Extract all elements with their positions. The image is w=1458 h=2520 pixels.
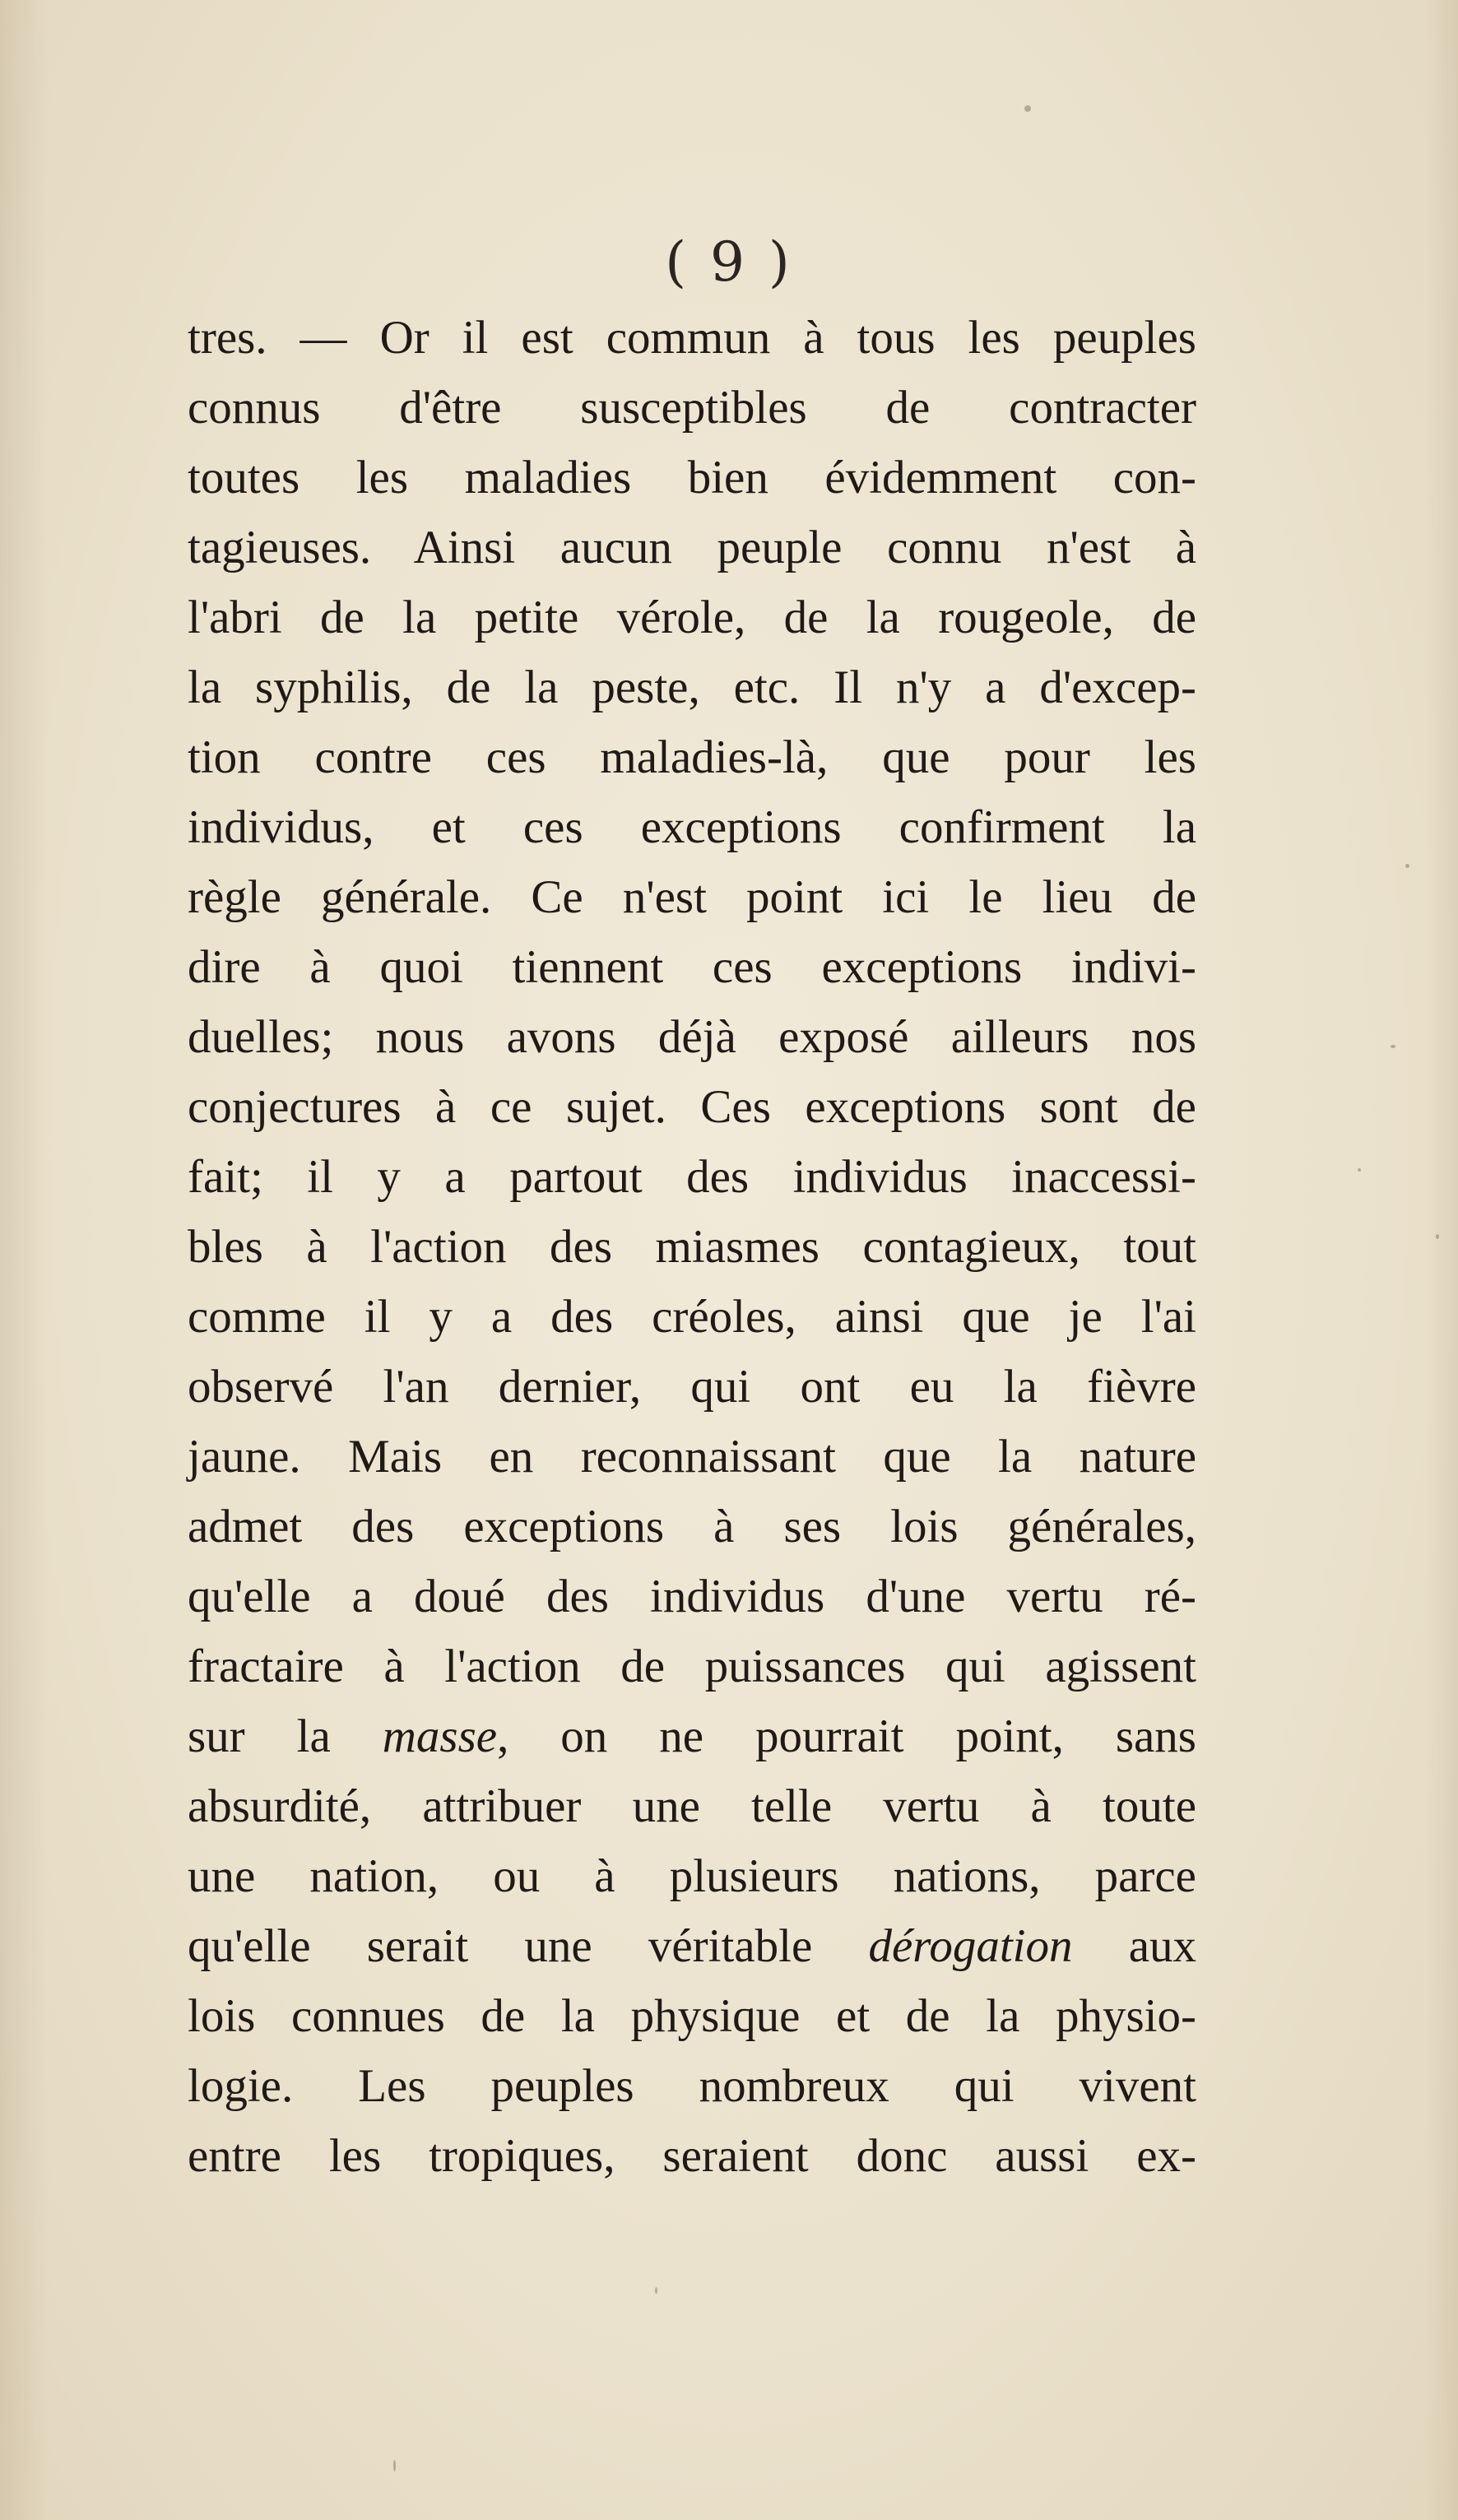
paper-speck <box>1024 105 1031 112</box>
text-line: tres. — Or il est commun à tous les peuples <box>188 312 1196 364</box>
italic-word: masse <box>382 1710 498 1762</box>
text-line <box>188 1701 1196 1771</box>
text-line: tagieuses. Ainsi aucun peuple connu n'est à <box>188 522 1196 573</box>
paper-speck <box>655 2287 657 2294</box>
text-line: observé l'an dernier, qui ont eu la fièvre <box>188 1361 1196 1413</box>
text-line: une nation, ou à plusieurs nations, parce <box>188 1850 1196 1902</box>
text-line: toutes les maladies bien évidemment con- <box>188 452 1196 504</box>
text-line: duelles; nous avons déjà exposé ailleurs nos <box>188 1011 1196 1063</box>
text-line: individus, et ces exceptions confirment la <box>188 801 1196 853</box>
body-text <box>188 303 1196 2191</box>
text-line: entre les tropiques, seraient donc aussi ex- <box>188 2130 1196 2182</box>
text-line: qu'elle a doué des individus d'une vertu ré- <box>188 1571 1196 1622</box>
text-line: jaune. Mais en reconnaissant que la nature <box>188 1431 1196 1483</box>
paper-speck <box>1391 1045 1395 1048</box>
text-line: fait; il y a partout des individus inaccessi- <box>188 1151 1196 1203</box>
paper-speck <box>1358 1168 1361 1172</box>
italic-word: dérogation <box>868 1920 1073 1972</box>
text-line: lois connues de la physique et de la physio- <box>188 1990 1196 2042</box>
text-line: absurdité, attribuer une telle vertu à toute <box>188 1780 1196 1832</box>
text-line: connus d'être susceptibles de contracter <box>188 382 1196 434</box>
text-line: l'abri de la petite vérole, de la rougeole, de <box>188 592 1196 643</box>
page-number: ( 9 ) <box>665 230 793 294</box>
paper-speck <box>1436 1234 1439 1239</box>
line-part: qu'elle serait une véritable <box>188 1920 869 1972</box>
page-edge-shadow <box>1425 0 1458 2520</box>
text-line: la syphilis, de la peste, etc. Il n'y a d'excep- <box>188 661 1196 713</box>
text-line: logie. Les peuples nombreux qui vivent <box>188 2060 1196 2112</box>
text-line: règle générale. Ce n'est point ici le lieu de <box>188 871 1196 923</box>
text-line: bles à l'action des miasmes contagieux, tout <box>188 1221 1196 1273</box>
text-line: conjectures à ce sujet. Ces exceptions sont de <box>188 1081 1196 1133</box>
text-line: dire à quoi tiennent ces exceptions indivi- <box>188 941 1196 993</box>
paper-speck <box>1405 864 1409 868</box>
line-part: sur la <box>188 1710 383 1762</box>
line-part: aux <box>1072 1920 1196 1972</box>
paper-speck <box>393 2460 396 2471</box>
text-line: admet des exceptions à ses lois générales, <box>188 1501 1196 1552</box>
text-line: tion contre ces maladies-là, que pour les <box>188 731 1196 783</box>
text-line <box>188 1911 1196 1981</box>
page-gutter-shadow <box>0 0 49 2520</box>
text-line: fractaire à l'action de puissances qui agissent <box>188 1641 1196 1692</box>
text-line: comme il y a des créoles, ainsi que je l'ai <box>188 1291 1196 1343</box>
line-part: , on ne pourrait point, sans <box>497 1710 1196 1762</box>
